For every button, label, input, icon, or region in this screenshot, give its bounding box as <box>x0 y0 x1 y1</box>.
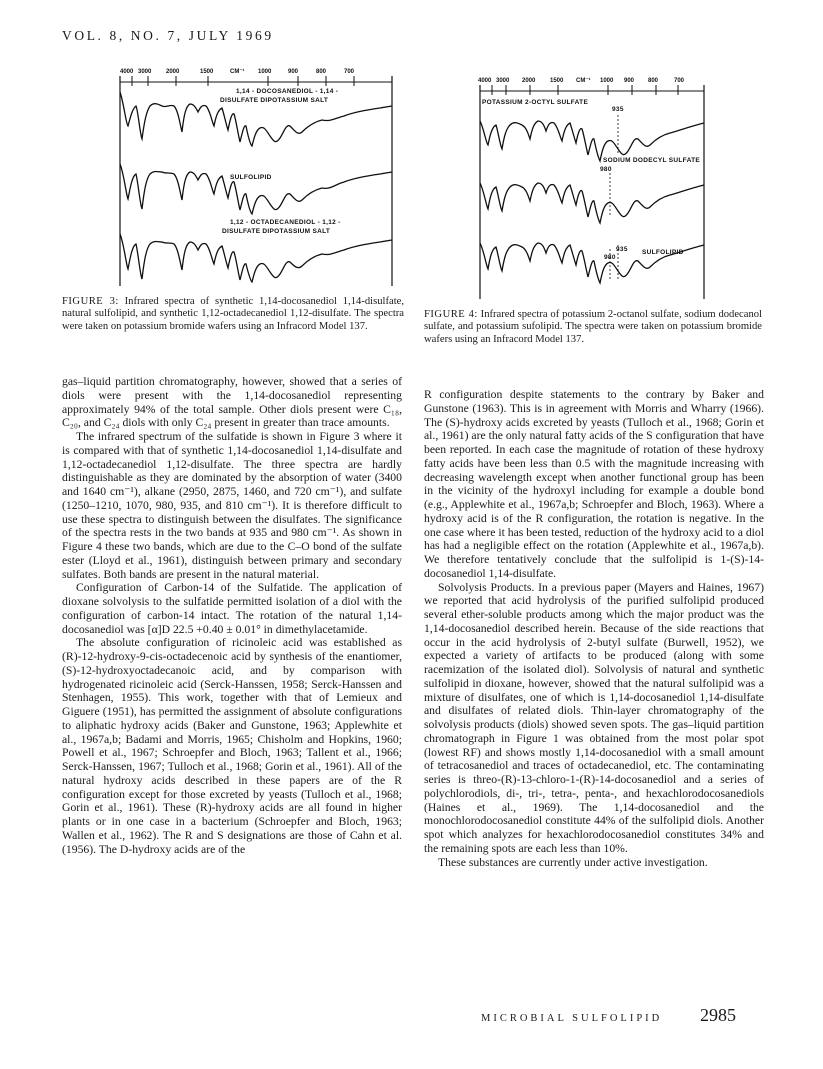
right-paragraph-1: R configuration despite statements to the contrary by Baker and Gunstone (1963). This is in agreement with Morris and Wharry (1966). The (S)-hydroxy acids excreted by yeasts (Tulloch et al., 1968; Gorin et al., 1961) are the only natural fatty acids of the S configuration that have been reported. In each case the magnitude of rotation of these hydroxy fatty acids have been less than 0.5 with the magnitude increasing with decreasing wavelength except when another functional group has been in the vicinity of the hydroxyl including for example a double bond (e.g., Applewhite et al., 1967a,b; Schroepfer and Bloch, 1963). Where a hydroxy acid is of the R configuration, the rotation is negative. In the one case where it has been tested, reduction of the hydroxy acid to a diol has had a negligible effect on the rotation (Applewhite et al., 1967a,b). We therefore tentatively conclude that the sulfolipid is 1-(S)-14-docosanediol 1,14-disulfate. <box>424 388 764 580</box>
left-paragraph-2: The infrared spectrum of the sulfatide is shown in Figure 3 where it is compared with that of synthetic 1,14-docosanediol 1,14-disulfate and 1,12-octadecanediol 1,12-disulfate. The three spectra are hardly distinguishable as they are dominated by the absorption of water (3400 and 1640 cm⁻¹), alkane (2950, 2875, 1460, and 720 cm⁻¹), and sulfate (1250–1210, 1070, 980, 935, and 810 cm⁻¹). It is therefore difficult to use these spectra to distinguish between the disulfates. The significance of the spectra rests in the two bands at 935 and 980 cm⁻¹. As shown in Figure 4 these two bands, which are due to the C–O bond of the sulfate ester (Lloyd et al., 1961), distinguish between primary and secondary sulfates. Both bands are present in the natural material. <box>62 430 402 581</box>
fig4-tick-900: 900 <box>624 78 635 84</box>
figure-3-caption-lead: FIGURE 3: <box>62 296 119 307</box>
fig4-label-2: SODIUM DODECYL SULFATE <box>603 157 701 164</box>
figure-4-ir-spectra <box>478 73 706 299</box>
left-paragraph-4: The absolute configuration of ricinoleic acid was established as (R)-12-hydroxy-9-cis-octadecenoic acid by synthesis of the enantiomer, (S)-12-hydroxyoctadecanoic acid, and by comparison with hydrogenated ricinoleic acid (Serck-Hanssen, 1958; Serck-Hanssen and Stenhagen, 1955). This work, together with that of Lemieux and Giguere (1951), has permitted the assignment of absolute configurations to aliphatic hydroxy acids (Baker and Gunstone, 1963; Applewhite et al., 1967a,b; Badami and Morris, 1965; Chisholm and Hopkins, 1960; Powell et al., 1967; Schroepfer and Bloch, 1963; Tallent et al., 1966; Serck-Hanssen, 1967; Tulloch et al., 1968; Gorin et al., 1961). All of the natural hydroxy acids described in these papers are of the R configuration except for those excreted by yeasts (Tulloch et al., 1968; Gorin et al., 1961). These (R)-hydroxy acids are all found in higher plants or in one case in a bacterium (Schroepfer and Bloch, 1963; Wallen et al., 1962). The R and S designations are those of Cahn et al. (1956). The D-hydroxy acids are of the <box>62 636 402 856</box>
fig4-unit: CM⁻¹ <box>576 78 591 84</box>
left-column <box>62 375 402 856</box>
fig4-spectrum-1 <box>480 121 704 161</box>
fig4-label-3: SULFOLIPID <box>642 249 684 256</box>
running-head: VOL. 8, NO. 7, JULY 1969 <box>62 28 274 43</box>
left-paragraph-3: Configuration of Carbon-14 of the Sulfatide. The application of dioxane solvolysis to the sulfatide permitted isolation of a diol with the configuration of carbon-14 intact. The rotation of the natural 1,14-docosanediol was [α]D 22.5 +0.40 ± 0.01° in dimethylacetamide. <box>62 581 402 636</box>
figure-3-caption <box>62 296 404 333</box>
fig3-spectrum-3 <box>120 234 392 282</box>
right-paragraph-2: Solvolysis Products. In a previous paper (Mayers and Haines, 1967) we reported that acid hydrolysis of the purified sulfolipid produced several ether-soluble products among which the major product was the 1,14-docosanediol described herein. Because of the side reactions that occur in the acid hydrolysis of 2-butyl sulfate (Burwell, 1952), we expected a variety of artifacts to be produced (along with some racemization of the isolated diol). Solvolysis of natural and synthetic sulfolipid in dioxane, however, showed that the natural sulfolipid was a mixture of disulfates, one of which is 1,14-docosanediol 1,14-disulfate and disulfates of related diols. Thin-layer chromatography of the solvolysis products (diols) showed seven spots. The gas–liquid partition chromatograph in Figure 1 was obtained from the most polar spot (lowest RF) and shows mostly 1,14-docosanediol with a small amount of tetracosanediol and traces of octadecanediol, etc. The contaminating series is threo-(R)-13-chloro-1-(R)-14-docosanediol and a series of polychlorodiols, di-, tri-, tetra-, penta-, and hexachlorodocosanediols (Haines et al., 1969). The 1,14-docosanediol and the monochlorodocosanediol constitute 44% of the sulfolipid diols. Another spot which analyzes for hexachlorodocosanediol constitutes 34% and the remaining spots are each less than 10%. <box>424 580 764 855</box>
page-number: 2985 <box>700 1005 736 1025</box>
fig3-tick-700: 700 <box>344 69 355 75</box>
fig3-tick-3000: 3000 <box>138 69 152 75</box>
fig4-tick-4000: 4000 <box>478 78 492 84</box>
fig3-tick-2000: 2000 <box>166 69 180 75</box>
fig4-peak-2: 980 <box>600 166 612 173</box>
fig3-tick-900: 900 <box>288 69 299 75</box>
right-paragraph-3: These substances are currently under active investigation. <box>438 855 708 869</box>
figure-3-caption-text: Infrared spectra of synthetic 1,14-docosanediol 1,14-disulfate, natural sulfolipid, and synthetic 1,12-octadecanediol 1,12-disulfate. The spectra were taken on potassium bromide wafers using an Infracord Model 137. <box>62 296 404 332</box>
fig4-peak-3a: 935 <box>616 246 628 253</box>
fig3-label-1b: DISULFATE DIPOTASSIUM SALT <box>220 97 329 104</box>
fig4-label-1: POTASSIUM 2-OCTYL SULFATE <box>482 99 589 106</box>
fig3-unit: CM⁻¹ <box>230 69 245 75</box>
fig3-tick-1500: 1500 <box>200 69 214 75</box>
running-foot: MICROBIAL SULFOLIPID <box>481 1013 663 1024</box>
fig3-tick-800: 800 <box>316 69 327 75</box>
fig4-tick-3000: 3000 <box>496 78 510 84</box>
fig3-label-1a: 1,14 - DOCOSANEDIOL - 1,14 - <box>236 88 339 95</box>
fig3-tick-1000: 1000 <box>258 69 272 75</box>
left-paragraph-1: gas–liquid partition chromatography, however, showed that a series of diols were present with the 1,14-docosanediol representing approximately 94% of the total sample. Other diols present were C₁₈, C₂₀, and C₂₄ diols with only C₂₄ present in greater than trace amounts. <box>62 375 402 430</box>
fig4-peak-3b: 980 <box>604 254 616 261</box>
fig4-tick-800: 800 <box>648 78 659 84</box>
fig3-tick-4000: 4000 <box>120 69 134 75</box>
fig4-peak-1: 935 <box>612 106 624 113</box>
fig3-label-2: SULFOLIPID <box>230 174 272 181</box>
fig3-label-3a: 1,12 - OCTADECANEDIOL - 1,12 - <box>230 219 341 226</box>
figure-4-caption <box>424 309 762 346</box>
fig4-tick-1500: 1500 <box>550 78 564 84</box>
figure-3-ir-spectra <box>118 64 394 286</box>
figure-4-caption-lead: FIGURE 4: <box>424 309 478 320</box>
fig4-spectrum-2 <box>480 183 704 223</box>
right-column <box>424 388 764 869</box>
fig3-spectrum-2 <box>120 164 392 214</box>
figure-4-caption-text: Infrared spectra of potassium 2-octanol sulfate, sodium dodecanol sulfate, and potassium sufolipid. The spectra were taken on potassium bromide wafers using an Infracord Model 137. <box>424 309 762 345</box>
fig4-tick-1000: 1000 <box>600 78 614 84</box>
fig4-tick-700: 700 <box>674 78 685 84</box>
fig3-label-3b: DISULFATE DIPOTASSIUM SALT <box>222 228 331 235</box>
fig4-tick-2000: 2000 <box>522 78 536 84</box>
